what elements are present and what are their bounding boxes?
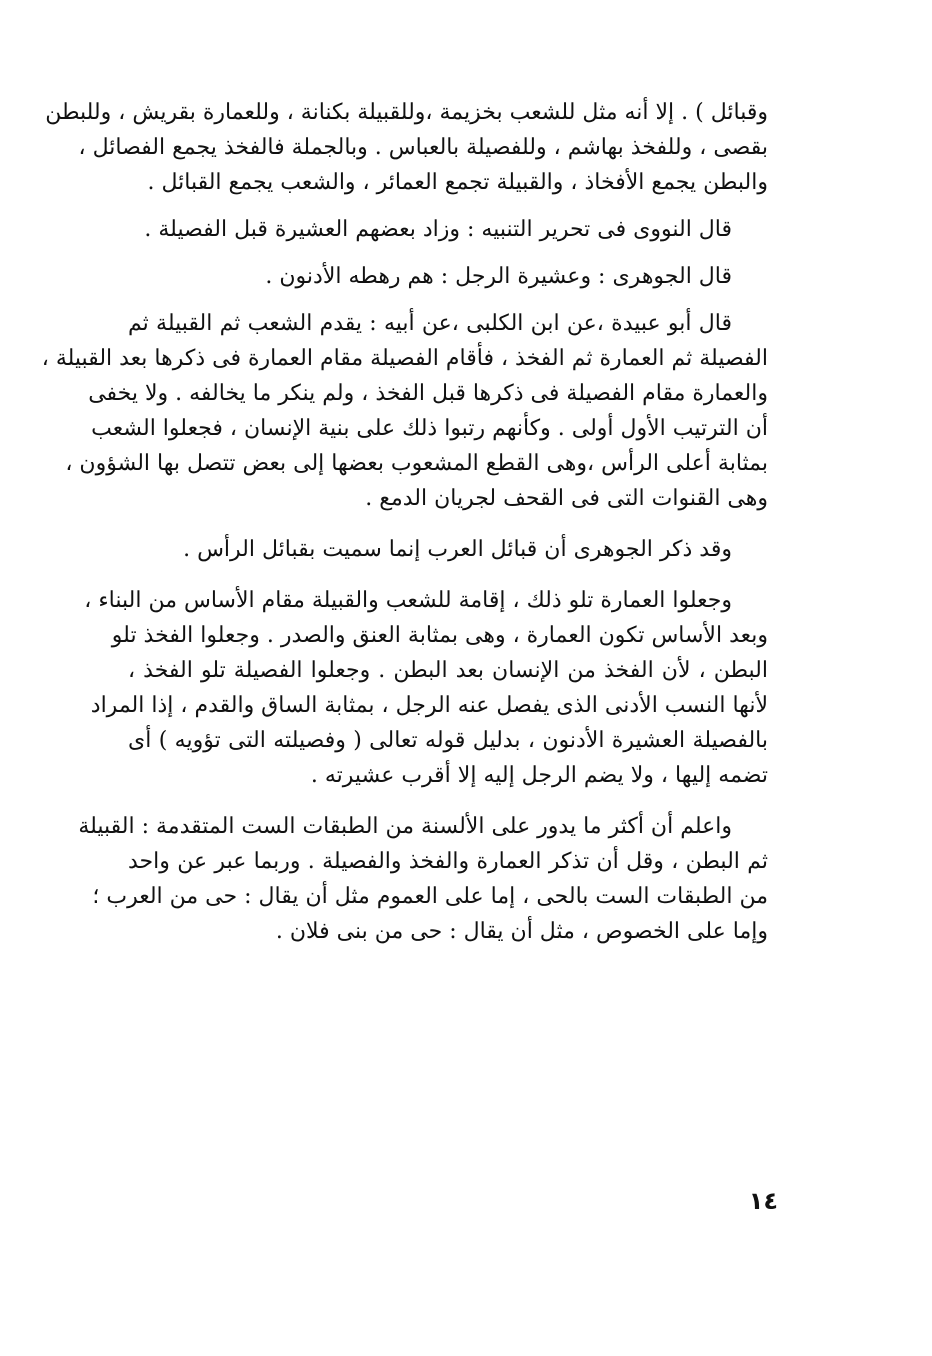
text-line: قال أبو عبيدة ،عن ابن الكلبى ،عن أبيه : يقدم الشعب ثم القبيلة ثم [128,311,732,336]
text-line: تضمه إليها ، ولا يضم الرجل إليه إلا أقرب عشيرته . [310,763,768,788]
text-line: البطن ، لأن الفخذ من الإنسان بعد البطن . وجعلوا الفصيلة تلو الفخذ ، [128,658,768,683]
text-line: والبطن يجمع الأفخاذ ، والقبيلة تجمع العمائر ، والشعب يجمع القبائل . [147,170,768,195]
text-line: وبعد الأساس تكون العمارة ، وهى بمثابة العنق والصدر . وجعلوا الفخذ تلو [111,623,768,648]
text-line: وإما على الخصوص ، مثل أن يقال : حى من بنى فلان . [275,919,768,944]
paragraph-2 [128,212,768,247]
paragraph-5 [128,532,768,567]
paragraph-3 [128,259,768,294]
text-line: واعلم أن أكثر ما يدور على الألسنة من الطبقات الست المتقدمة : القبيلة [78,814,732,839]
text-line: من الطبقات الست بالحى ، إما على العموم مثل أن يقال : حى من العرب ؛ [92,884,768,909]
text-line: وجعلوا العمارة تلو ذلك ، إقامة للشعب والقبيلة مقام الأساس من البناء ، [84,588,732,613]
text-line: الفصيلة ثم العمارة ثم الفخذ ، فأقام الفصيلة مقام العمارة فى ذكرها بعد القبيلة ، [41,346,768,371]
text-line: وقد ذكر الجوهرى أن قبائل العرب إنما سميت بقبائل الرأس . [183,537,732,562]
text-line: قال الجوهرى : وعشيرة الرجل : هم رهطه الأدنون . [265,264,732,289]
body-text [41,95,768,949]
text-line: وهى القنوات التى فى القحف لجريان الدمع . [365,486,768,511]
paragraph-6 [84,583,768,793]
text-line: وقبائل ) . إلا أنه مثل للشعب بخزيمة ،وللقبيلة بكنانة ، وللعمارة بقريش ، وللبطن [45,100,768,125]
text-line: بقصى ، وللفخذ بهاشم ، وللفصيلة بالعباس . وبالجملة فالفخذ يجمع الفصائل ، [78,135,768,160]
paragraph-7 [78,809,768,949]
text-line: والعمارة مقام الفصيلة فى ذكرها قبل الفخذ ، ولم ينكر ما يخالفه . ولا يخفى [88,381,768,406]
page-number: ١٤ [748,1187,778,1215]
text-line: بالفصيلة العشيرة الأدنون ، بدليل قوله تعالى ( وفصيلته التى تؤويه ) أى [128,728,768,753]
text-line: بمثابة أعلى الرأس ،وهى القطع المشعوب بعضها إلى بعض تتصل بها الشؤون ، [65,451,768,476]
paragraph-1 [45,95,768,200]
text-line: لأنها النسب الأدنى الذى يفصل عنه الرجل ، بمثابة الساق والقدم ، إذا المراد [90,693,768,718]
paragraph-4 [41,306,768,516]
text-line: ثم البطن ، وقل أن تذكر العمارة والفخذ والفصيلة . وربما عبر عن واحد [128,849,768,874]
text-line: قال النووى فى تحرير التنبيه : وزاد بعضهم العشيرة قبل الفصيلة . [144,217,732,242]
text-line: أن الترتيب الأول أولى . وكأنهم رتبوا ذلك على بنية الإنسان ، فجعلوا الشعب [91,416,768,441]
